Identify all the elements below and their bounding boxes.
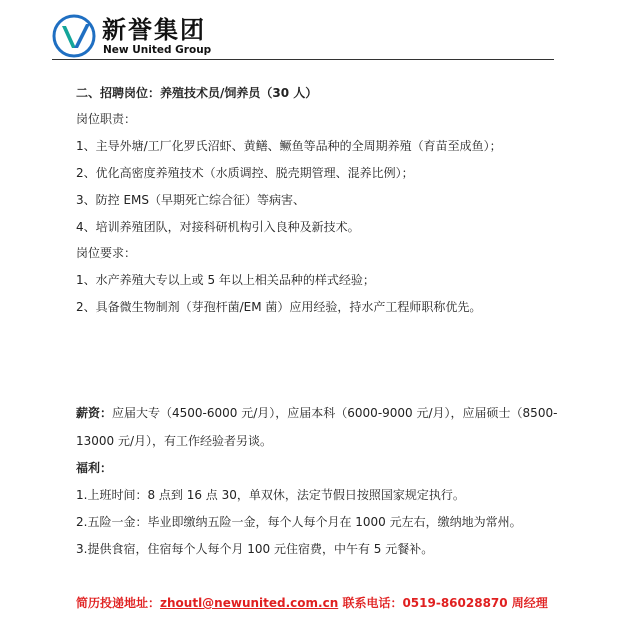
duty-item: 1、主导外塘/工厂化罗氏沼虾、黄鳝、鳜鱼等品种的全周期养殖（育苗至成鱼）； bbox=[76, 139, 502, 153]
benefit-item: 1.上班时间：8 点到 16 点 30，单双休，法定节假日按照国家规定执行。 bbox=[76, 488, 465, 502]
benefit-item: 3.提供食宿，住宿每个人每个月 100 元住宿费，中午有 5 元餐补。 bbox=[76, 542, 434, 556]
requirements-heading: 岗位要求： bbox=[76, 246, 137, 260]
section-title: 二、招聘岗位：养殖技术员/饲养员（30 人） bbox=[76, 86, 318, 100]
requirement-item: 2、具备微生物制剂（芽孢杆菌/EM 菌）应用经验，持水产工程师职称优先。 bbox=[76, 300, 482, 314]
header bbox=[52, 14, 612, 58]
duty-item: 3、防控 EMS（早期死亡综合征）等病害、 bbox=[76, 193, 306, 207]
logo-icon bbox=[52, 14, 96, 58]
duty-item: 4、培训养殖团队，对接科研机构引入良种及新技术。 bbox=[76, 220, 360, 234]
salary-text: 应届大专（4500-6000 元/月），应届本科（6000-9000 元/月），应届硕士（8500- bbox=[112, 406, 558, 420]
phone-label: 联系电话： bbox=[342, 596, 403, 610]
salary-text-continued: 13000 元/月），有工作经验者另谈。 bbox=[76, 434, 273, 448]
salary-label: 薪资： bbox=[76, 406, 113, 420]
salary-line bbox=[76, 405, 557, 421]
benefit-item: 2.五险一金：毕业即缴纳五险一金，每个人每个月在 1000 元左右，缴纳地为常州。 bbox=[76, 515, 522, 529]
contact-line bbox=[76, 595, 548, 611]
resume-label: 简历投递地址： bbox=[76, 596, 161, 610]
requirement-item: 1、水产养殖大专以上或 5 年以上相关品种的样式经验； bbox=[76, 273, 375, 287]
duty-item: 2、优化高密度养殖技术（水质调控、脱壳期管理、混养比例）； bbox=[76, 166, 414, 180]
header-divider bbox=[52, 59, 554, 60]
benefits-heading: 福利： bbox=[76, 461, 113, 475]
phone-number: 0519-86028870 周经理 bbox=[402, 596, 548, 610]
duties-heading: 岗位职责： bbox=[76, 112, 137, 126]
email-link[interactable]: zhoutl@newunited.com.cn bbox=[160, 596, 339, 610]
logo-name-cn: 新誉集团 bbox=[102, 16, 206, 44]
logo-name-en: New United Group bbox=[103, 44, 212, 56]
